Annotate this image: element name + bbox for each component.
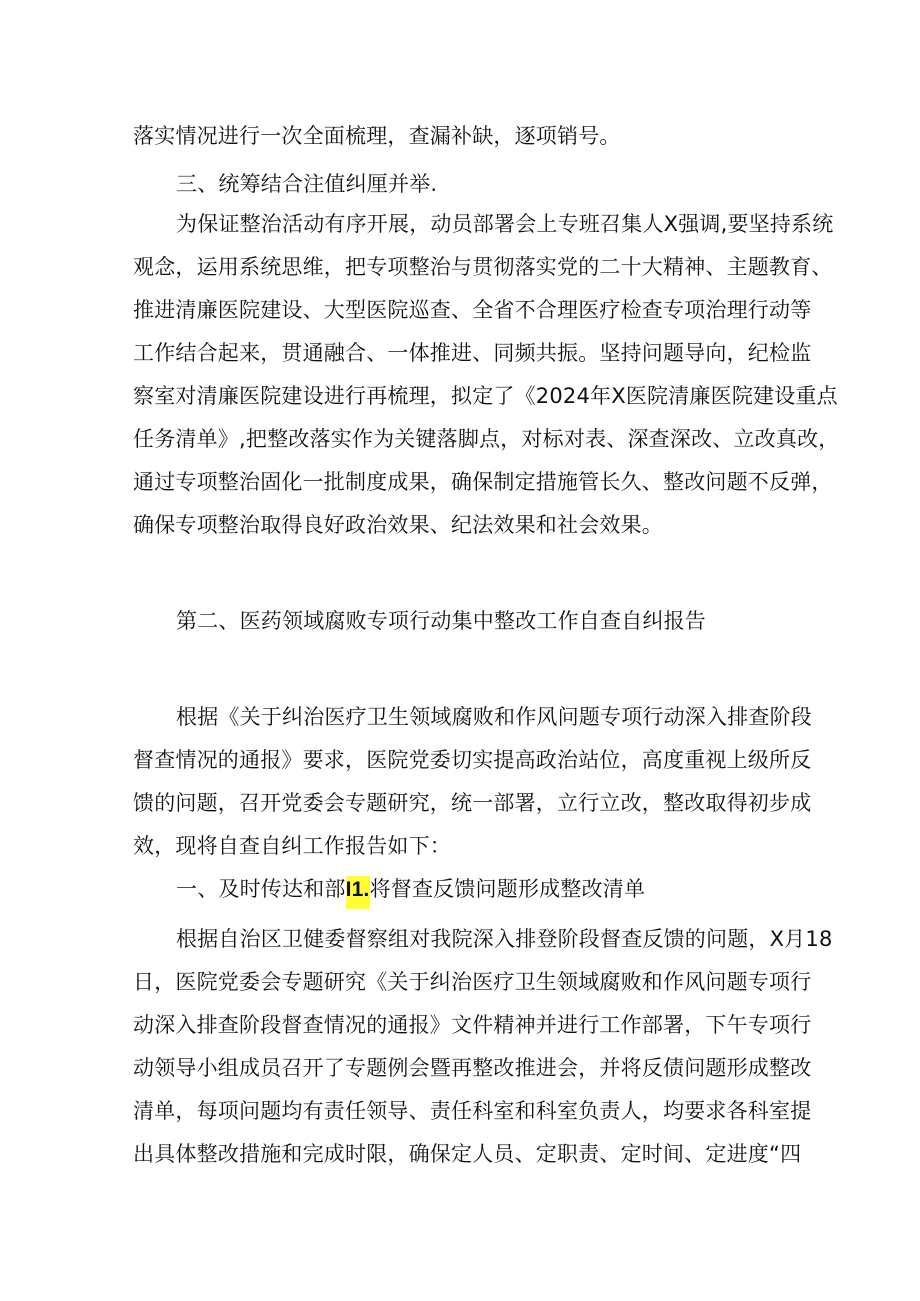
paragraph-line: 根据《关于纠治医疗卫生领域腐败和作风问题专项行动深入排查阶段 <box>176 705 812 729</box>
heading-text-after: 将督查反馈问题形成整改清单 <box>369 877 646 901</box>
paragraph-line: 通过专项整治固化一批制度成果，确保制定措施管长久、整改问题不反弹， <box>133 470 833 494</box>
paragraph-line: 动深入排查阶段督查情况的通报》文件精神并进行工作部署，下午专项行 <box>133 1013 812 1037</box>
paragraph-line: 日，医院党委会专题研究《关于纠治医疗卫生领域腐败和作风问题专项行 <box>133 970 812 994</box>
paragraph-line: 推进清廉医院建设、大型医院巡查、全省不合理医疗检查专项治理行动等 <box>133 298 812 322</box>
paragraph-line: 动领导小组成员召开了专题例会暨再整改推进会，并将反债问题形成整改 <box>133 1056 812 1080</box>
paragraph-line: 观念，运用系统思维，把专项整治与贯彻落实党的二十大精神、主题教育、 <box>133 255 833 279</box>
highlighted-text: I1. <box>346 876 370 909</box>
section-title: 第二、医药领域腐败专项行动集中整改工作自查自纠报告 <box>176 609 706 633</box>
paragraph-line: 工作结合起来，贯通融合、一体推进、同频共振。坚持问题导向，纪检监 <box>133 341 812 365</box>
paragraph-line: 落实情况进行一次全面梳理，查漏补缺，逐项销号。 <box>133 124 621 148</box>
paragraph-line: 根据自治区卫健委督察组对我院深入排登阶段督查反馈的问题，X月18 <box>176 927 833 951</box>
paragraph-line: 为保证整治活动有序开展，动员部署会上专班召集人X强调,要坚持系统 <box>176 212 834 236</box>
paragraph-line: 出具体整改措施和完成时限，确保定人员、定职责、定时间、定进度“四 <box>133 1142 802 1166</box>
paragraph-line: 任务清单》,把整改落实作为关键落脚点，对标对表、深查深改、立改真改， <box>133 427 840 451</box>
paragraph-line: 督查情况的通报》要求，医院党委切实提高政治站位，高度重视上级所反 <box>133 748 812 772</box>
paragraph-line: 察室对清廉医院建设进行再梳理，拟定了《2024年X医院清廉医院建设重点 <box>133 384 838 408</box>
paragraph-line: 清单，每项问题均有责任领导、责任科室和科室负责人，均要求各科室提 <box>133 1099 812 1123</box>
paragraph-line: 馈的问题，召开党委会专题研究，统一部署，立行立改，整改取得初步成 <box>133 791 812 815</box>
paragraph-line: 确保专项整治取得良好政治效果、纪法效果和社会效果。 <box>133 513 663 537</box>
subsection-heading <box>176 875 645 904</box>
heading-text-before: 一、及时传达和部 <box>176 877 346 901</box>
section-heading: 三、统筹结合注值纠厘并举. <box>176 172 438 196</box>
paragraph-line: 效，现将自查自纠工作报告如下： <box>133 834 451 858</box>
